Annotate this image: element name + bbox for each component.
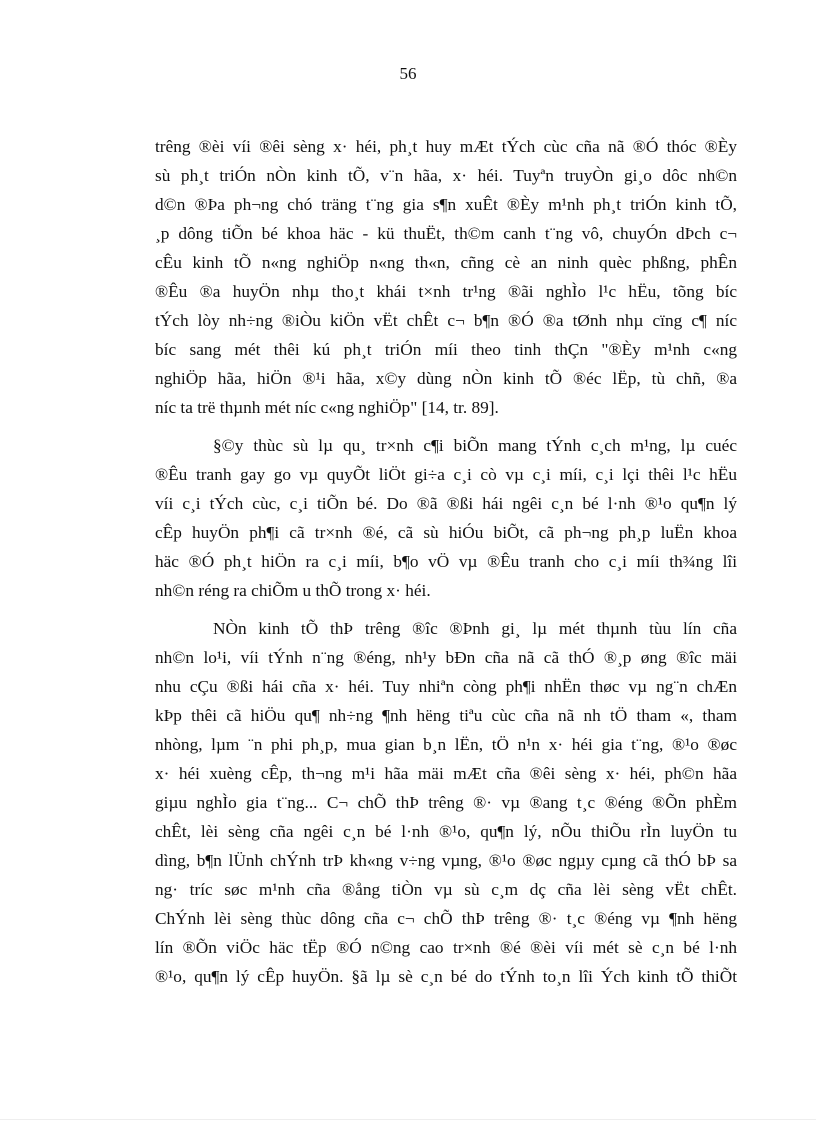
- text-line: bíc sang mét thêi kú ph¸t triÓn míi theo tinh thÇn "®Èy m¹nh c«ng: [155, 340, 737, 359]
- text-line: níc ta trë thµnh mét níc c«ng nghiÖp" [14, tr. 89].: [155, 398, 499, 417]
- text-line: §©y thùc sù lµ qu¸ tr×nh c¶i biÕn mang tÝnh c¸ch m¹ng, lµ cuéc: [213, 436, 737, 455]
- text-line: cÊu kinh tÕ n«ng nghiÖp n«ng th«n, cñng cè an ninh quèc phßng, phÊn: [155, 253, 737, 272]
- text-line: nh©n réng ra chiÕm u thÕ trong x· héi.: [155, 581, 431, 600]
- text-line: trêng ®èi víi ®êi sèng x· héi, ph¸t huy mÆt tÝch cùc cña nã ®Ó thóc ®Èy: [155, 137, 737, 156]
- page-bottom-edge: [0, 1119, 816, 1120]
- text-line: ng· tríc søc m¹nh cña ®ång tiÒn vµ sù c¸m dç cña lèi sèng vËt chÊt.: [155, 880, 737, 899]
- text-line: häc ®Ó ph¸t hiÖn ra c¸i míi, b¶o vÖ vµ ®Êu tranh cho c¸i míi th¾ng lîi: [155, 552, 737, 571]
- text-line: dìng, b¶n lÜnh chÝnh trÞ kh«ng v÷ng vµng, ®¹o ®øc ngµy cµng cã thÓ bÞ sa: [155, 851, 737, 870]
- page-number: 56: [399, 64, 417, 83]
- text-line: nhu cÇu ®ßi hái cña x· héi. Tuy nhiªn còng ph¶i nhËn thøc vµ ng¨n chÆn: [155, 677, 737, 696]
- text-line: ¸p dông tiÕn bé khoa häc - kü thuËt, th©m canh t¨ng vô, chuyÓn dÞch c¬: [155, 224, 737, 243]
- text-line: kÞp thêi cã hiÖu qu¶ nh÷ng ¶nh hëng tiªu cùc cña nã nh tÖ tham «, tham: [155, 706, 737, 725]
- text-line: cÊp huyÖn ph¶i cã tr×nh ®é, cã sù hiÓu biÕt, cã ph¬ng ph¸p luËn khoa: [155, 523, 737, 542]
- text-line: x· héi xuèng cÊp, th¬ng m¹i hãa mäi mÆt cña ®êi sèng x· héi, ph©n hãa: [155, 764, 737, 783]
- text-line: nhòng, lµm ¨n phi ph¸p, mua gian b¸n lËn, tÖ n¹n x· héi gia t¨ng, ®¹o ®øc: [155, 735, 737, 754]
- text-line: nghiÖp hãa, hiÖn ®¹i hãa, x©y dùng nÒn kinh tÕ ®éc lËp, tù chñ, ®a: [155, 369, 737, 388]
- text-line: lín ®Õn viÖc häc tËp ®Ó n©ng cao tr×nh ®é ®èi víi mét sè c¸n bé l·nh: [155, 938, 737, 957]
- text-line: tÝch lòy nh÷ng ®iÒu kiÖn vËt chÊt c¬ b¶n ®Ó ®a tØnh nhµ cïng c¶ níc: [155, 311, 737, 330]
- paragraph: [155, 431, 737, 605]
- text-line: chÊt, lèi sèng cña ngêi c¸n bé l·nh ®¹o, qu¶n lý, nÕu thiÕu rÌn luyÖn tu: [155, 822, 737, 841]
- text-line: ®Êu tranh gay go vµ quyÕt liÖt gi÷a c¸i cò vµ c¸i míi, c¸i lçi thêi l¹c hËu: [155, 465, 737, 484]
- paragraph: [155, 132, 737, 422]
- text-line: d©n ®Þa ph¬ng chó träng t¨ng gia s¶n xuÊt ®Èy m¹nh ph¸t triÓn kinh tÕ,: [155, 195, 737, 214]
- text-line: víi c¸i tÝch cùc, c¸i tiÕn bé. Do ®ã ®ßi hái ngêi c¸n bé l·nh ®¹o qu¶n lý: [155, 494, 737, 513]
- text-line: sù ph¸t triÓn nÒn kinh tÕ, v¨n hãa, x· héi. Tuyªn truyÒn gi¸o dôc nh©n: [155, 166, 737, 185]
- paragraph: [155, 614, 737, 991]
- text-line: nh©n lo¹i, víi tÝnh n¨ng ®éng, nh¹y bÐn cña nã cã thÓ ®¸p øng ®îc mäi: [155, 648, 737, 667]
- text-line: ChÝnh lèi sèng thùc dông cña c¬ chÕ thÞ trêng ®· t¸c ®éng vµ ¶nh hëng: [155, 909, 737, 928]
- text-line: ®Êu ®a huyÖn nhµ tho¸t khái t×nh tr¹ng ®ãi nghÌo l¹c hËu, tõng bíc: [155, 282, 737, 301]
- text-line: NÒn kinh tÕ thÞ trêng ®îc ®Þnh gi¸ lµ mét thµnh tùu lín cña: [213, 619, 737, 638]
- body-text: [155, 132, 737, 1000]
- text-line: ®¹o, qu¶n lý cÊp huyÖn. §ã lµ sè c¸n bé do tÝnh to¸n lîi Ých kinh tÕ thiÕt: [155, 967, 737, 986]
- text-line: giµu nghÌo gia t¨ng... C¬ chÕ thÞ trêng ®· vµ ®ang t¸c ®éng ®Õn phÈm: [155, 793, 737, 812]
